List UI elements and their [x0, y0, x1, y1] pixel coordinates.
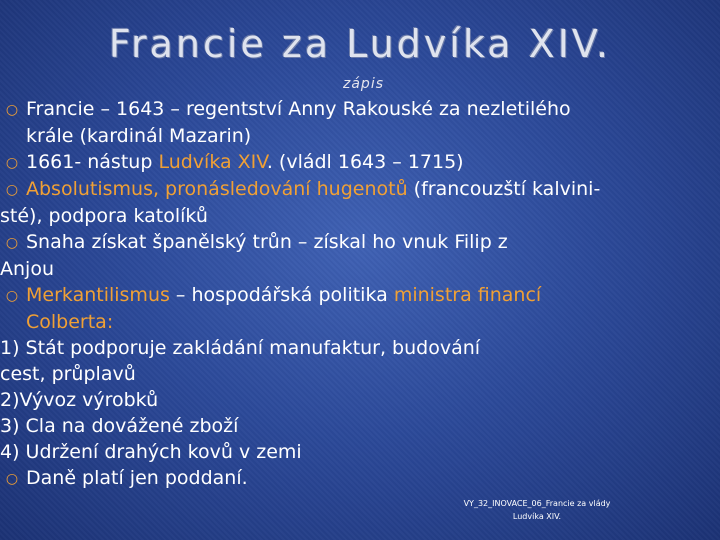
- slide-subtitle: zápis: [343, 76, 384, 92]
- bullet-item-1: ○ Francie – 1643 – regentství Anny Rakouské za nezletilého: [0, 96, 700, 123]
- circle-bullet-icon: ○: [5, 102, 19, 118]
- highlight-absolutismus: Absolutismus, pronásledování hugenotů: [26, 178, 408, 200]
- circle-bullet-icon: ○: [5, 182, 19, 198]
- numbered-item-2: 2)Vývoz výrobků: [0, 389, 159, 411]
- circle-bullet-icon: ○: [5, 235, 19, 251]
- bullet-item-4-continuation: Anjou: [0, 258, 54, 280]
- bullet-item-4: ○ Snaha získat španělský trůn – získal ho vnuk Filip z: [0, 229, 700, 256]
- circle-bullet-icon: ○: [5, 471, 19, 487]
- circle-bullet-icon: ○: [5, 288, 19, 304]
- bullet-item-3-continuation: sté), podpora katolíků: [0, 205, 208, 227]
- bullet-item-5-continuation: Colberta:: [26, 311, 114, 333]
- slide-title: Francie za Ludvíka XIV.: [108, 22, 612, 66]
- numbered-item-4: 4) Udržení drahých kovů v zemi: [0, 441, 302, 463]
- highlight-ministra: ministra financí: [393, 284, 542, 306]
- numbered-item-3: 3) Cla na dovážené zboží: [0, 415, 239, 437]
- bullet-item-2: ○ 1661- nástup Ludvíka XIV. (vládl 1643 – 1715): [0, 149, 700, 176]
- highlight-ludvik: Ludvíka XIV: [158, 151, 267, 173]
- numbered-item-1-continuation: cest, průplavů: [0, 363, 136, 385]
- footer-code: [438, 497, 636, 523]
- footer-line-1: VY_32_INOVACE_06_Francie za vlády: [463, 499, 611, 508]
- bullet-item-6: ○ Daně platí jen poddaní.: [0, 465, 700, 492]
- bullet-item-3: ○ Absolutismus, pronásledování hugenotů (francouzští kalvini-: [0, 176, 700, 203]
- highlight-merkantilismus: Merkantilismus: [26, 284, 170, 306]
- bullet-item-1-continuation: krále (kardinál Mazarin): [26, 125, 252, 147]
- footer-line-2: Ludvíka XIV.: [512, 512, 562, 521]
- slide-content: [0, 96, 700, 492]
- circle-bullet-icon: ○: [5, 155, 19, 171]
- bullet-item-5: ○ Merkantilismus – hospodářská politika ministra financí: [0, 282, 700, 309]
- numbered-item-1: 1) Stát podporuje zakládání manufaktur, budování: [0, 337, 481, 359]
